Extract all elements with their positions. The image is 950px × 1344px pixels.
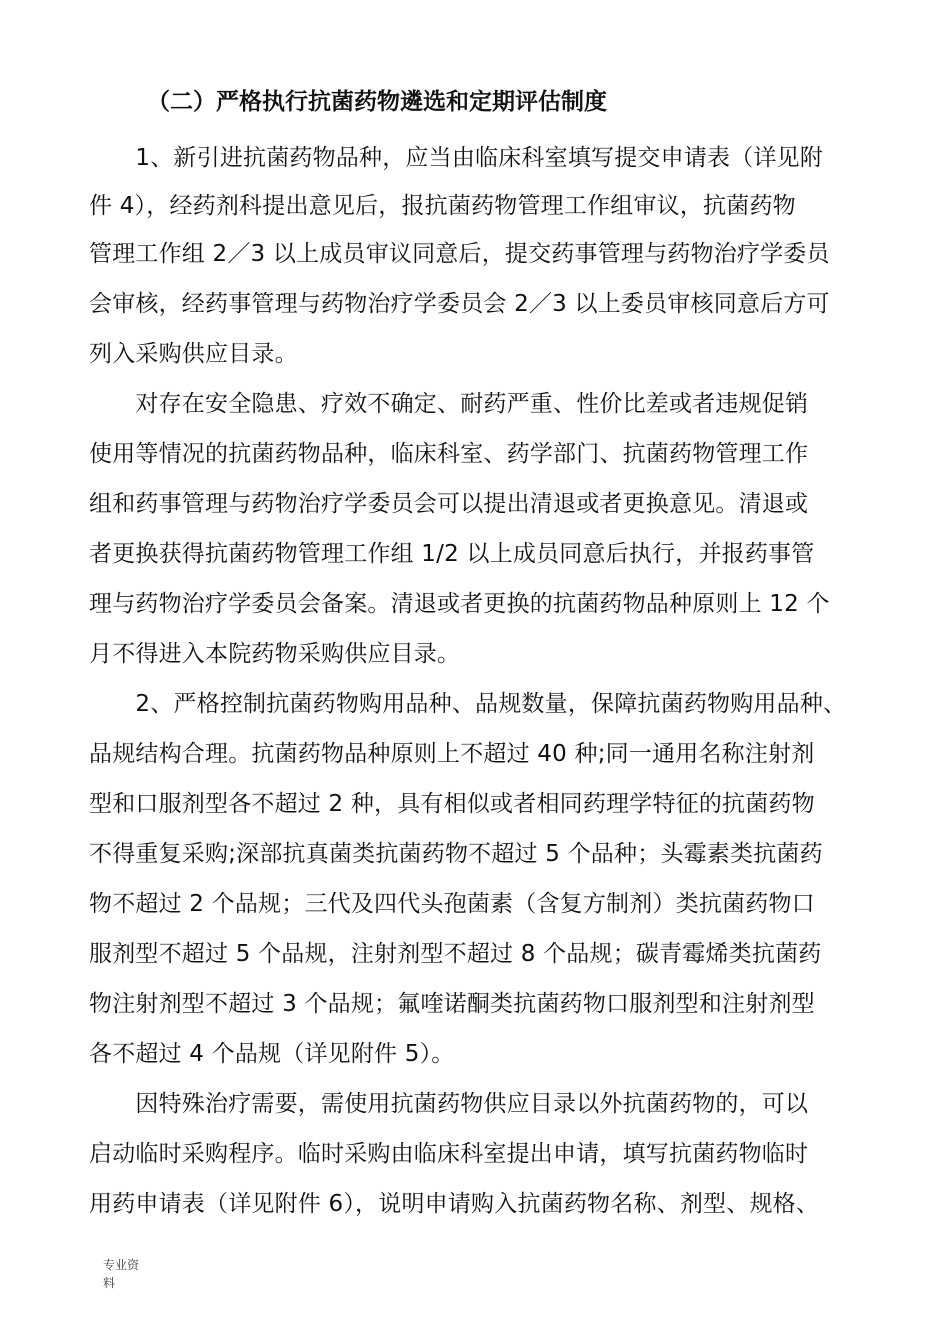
footer-label-line: 料 [103, 1276, 116, 1290]
body-line: 使用等情况的抗菌药物品种，临床科室、药学部门、抗菌药物管理工作 [89, 441, 809, 467]
body-line: 会审核，经药事管理与药物治疗学委员会 2／3 以上委员审核同意后方可 [89, 291, 830, 317]
body-line: 月不得进入本院药物采购供应目录。 [89, 641, 461, 667]
body-line: 物不超过 2 个品规；三代及四代头孢菌素（含复方制剂）类抗菌药物口 [89, 891, 815, 917]
body-line: 1、新引进抗菌药物品种，应当由临床科室填写提交申请表（详见附 [89, 145, 824, 171]
body-line: 2、严格控制抗菌药物购用品种、品规数量，保障抗菌药物购用品种、 [89, 691, 847, 717]
body-line: 理与药物治疗学委员会备案。清退或者更换的抗菌药物品种原则上 12 个 [89, 591, 830, 617]
body-line: 启动临时采购程序。临时采购由临床科室提出申请，填写抗菌药物临时 [89, 1141, 809, 1167]
footer-label-line: 专业资 [103, 1258, 140, 1272]
body-line: 各不超过 4 个品规（详见附件 5）。 [89, 1041, 455, 1067]
body-line: 因特殊治疗需要，需使用抗菌药物供应目录以外抗菌药物的，可以 [89, 1091, 809, 1117]
body-line: 组和药事管理与药物治疗学委员会可以提出清退或者更换意见。清退或 [89, 491, 809, 517]
body-line: 件 4），经药剂科提出意见后，报抗菌药物管理工作组审议，抗菌药物 [89, 193, 796, 219]
footer-label [103, 1256, 151, 1292]
body-line: 对存在安全隐患、疗效不确定、耐药严重、性价比差或者违规促销 [89, 391, 809, 417]
body-line: 型和口服剂型各不超过 2 种，具有相似或者相同药理学特征的抗菌药物 [89, 791, 815, 817]
body-line: 用药申请表（详见附件 6），说明申请购入抗菌药物名称、剂型、规格、 [89, 1191, 820, 1217]
body-line: 物注射剂型不超过 3 个品规；氟喹诺酮类抗菌药物口服剂型和注射剂型 [89, 991, 815, 1017]
body-line: 品规结构合理。抗菌药物品种原则上不超过 40 种;同一通用名称注射剂 [89, 741, 815, 767]
body-line: 不得重复采购;深部抗真菌类抗菌药物不超过 5 个品种；头霉素类抗菌药 [89, 841, 823, 867]
body-line: 管理工作组 2／3 以上成员审议同意后，提交药事管理与药物治疗学委员 [89, 241, 830, 267]
section-heading: （二）严格执行抗菌药物遴选和定期评估制度 [147, 89, 607, 115]
body-line: 列入采购供应目录。 [89, 341, 298, 367]
body-line: 服剂型不超过 5 个品规，注射剂型不超过 8 个品规；碳青霉烯类抗菌药 [89, 941, 822, 967]
body-line: 者更换获得抗菌药物管理工作组 1/2 以上成员同意后执行，并报药事管 [89, 541, 815, 567]
